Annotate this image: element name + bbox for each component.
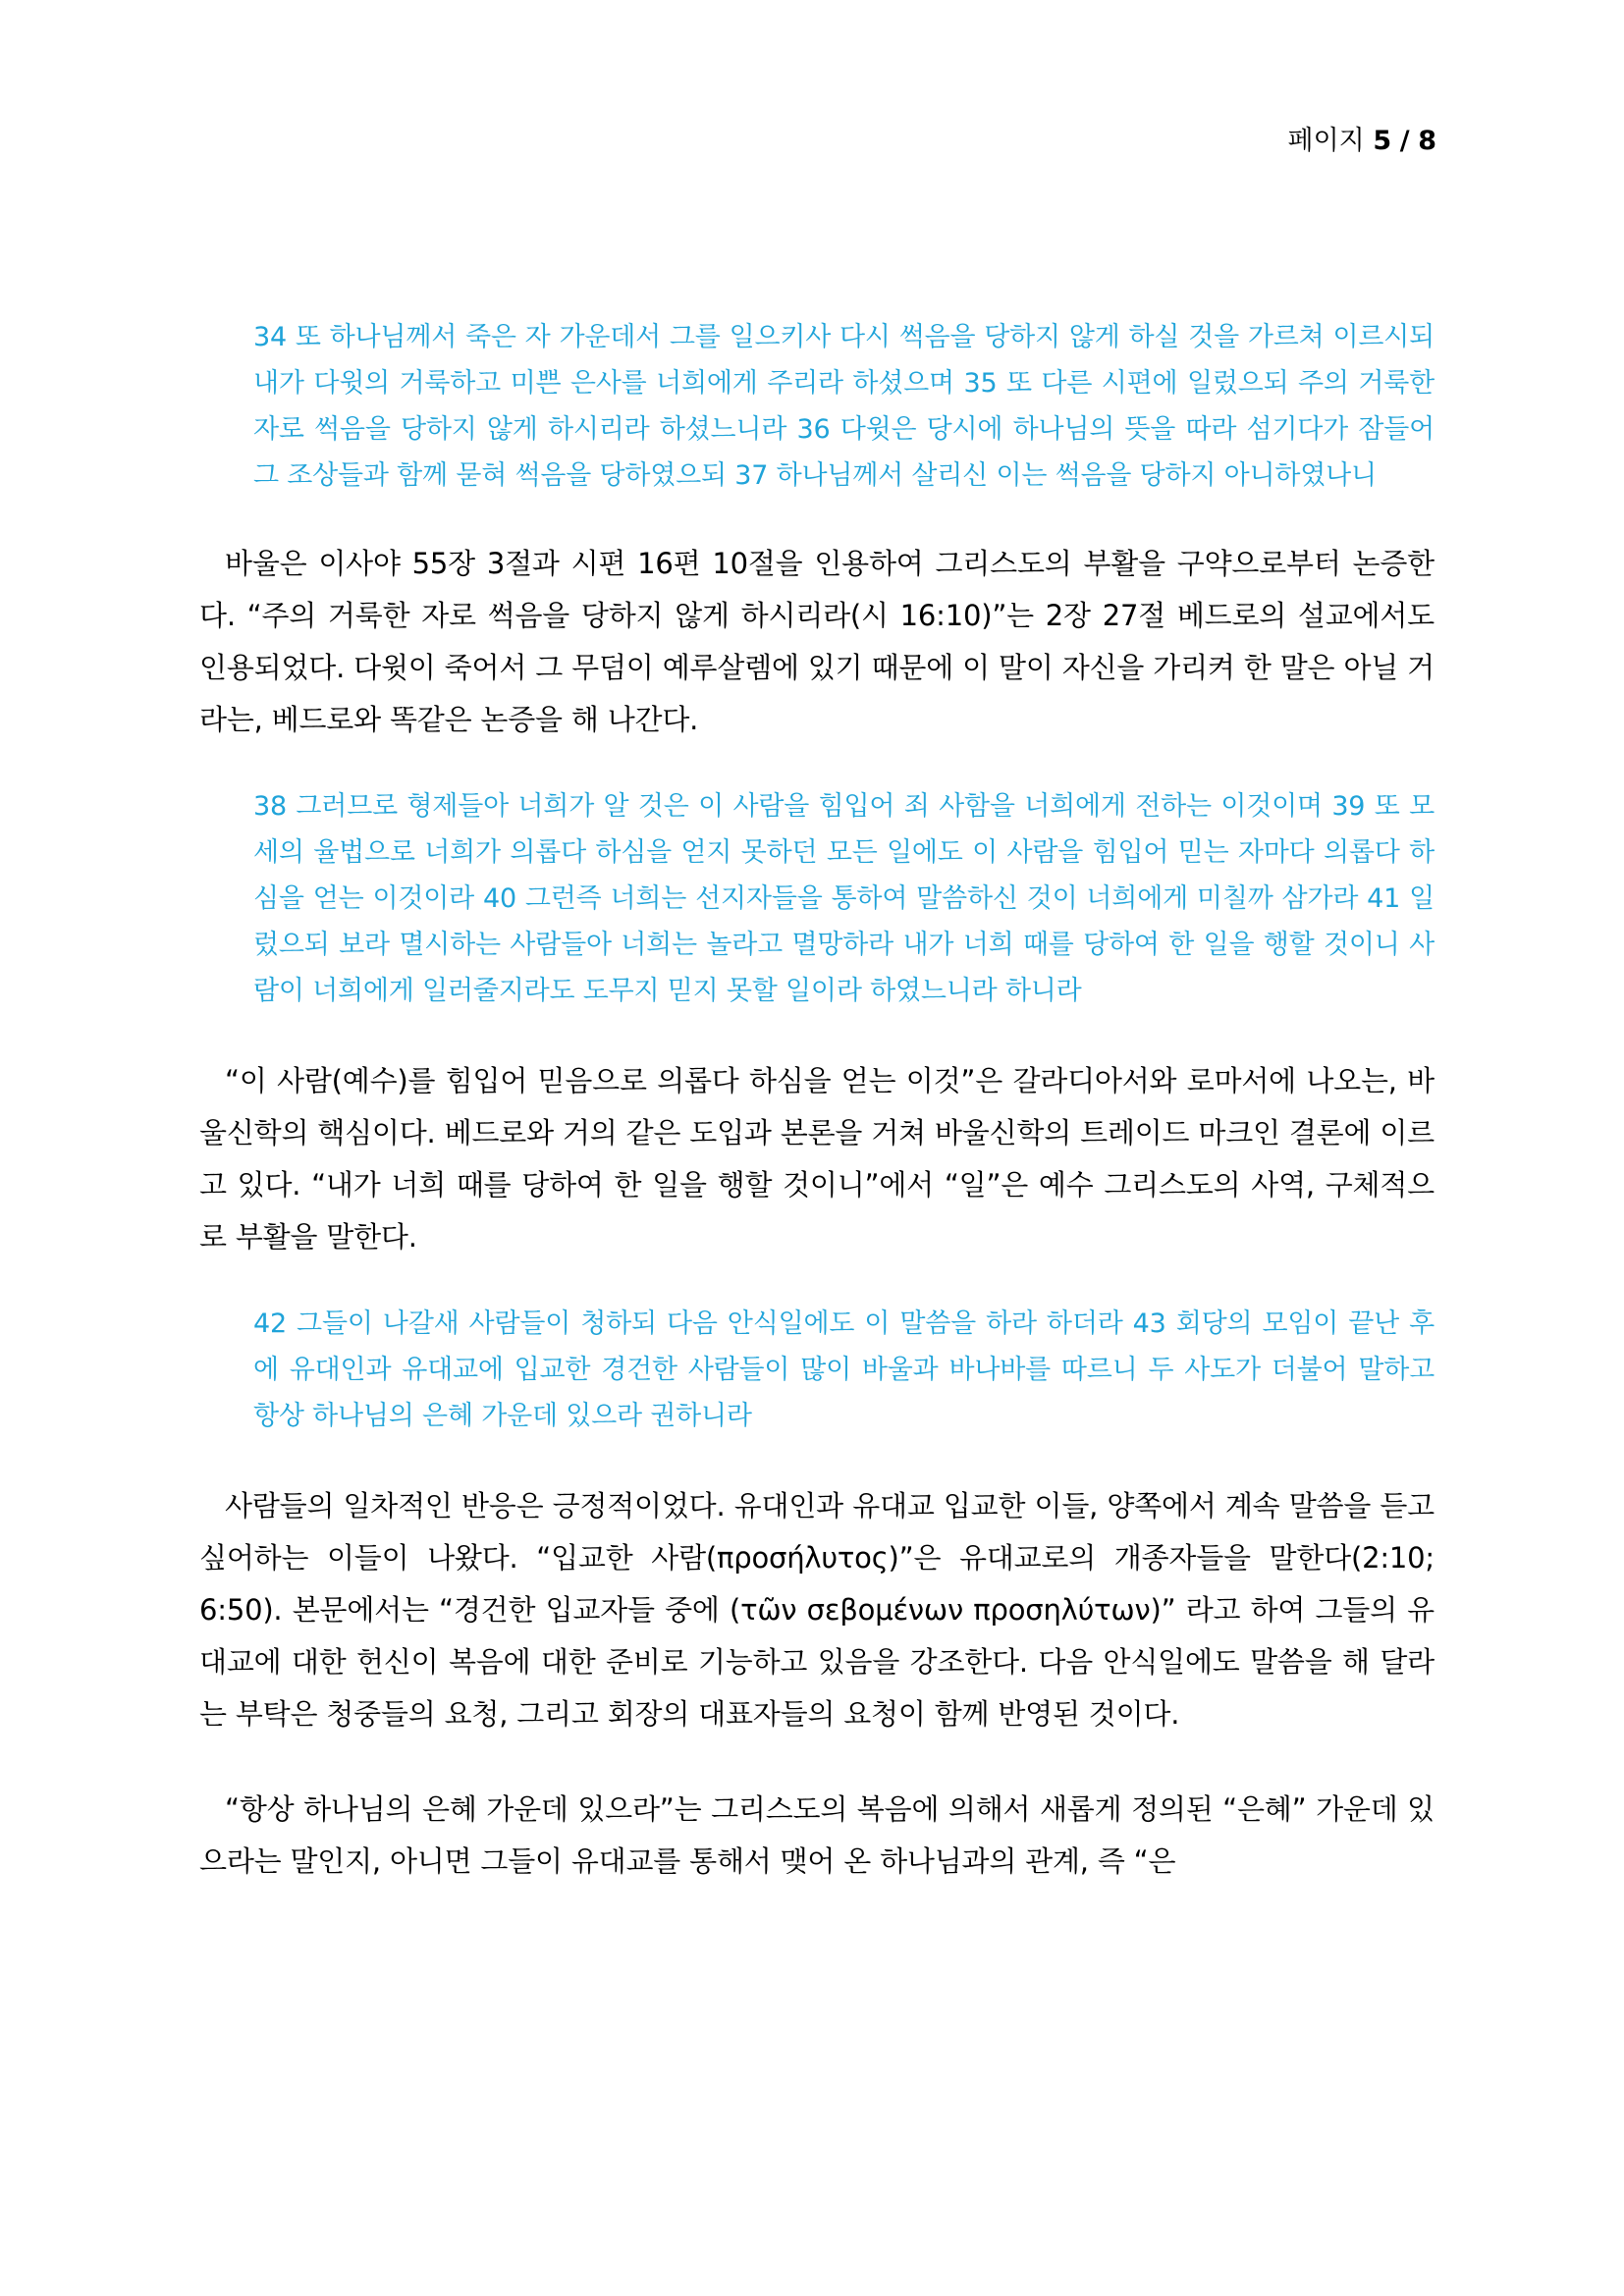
page-separator: / (1399, 126, 1410, 156)
page-label: 페이지 (1287, 126, 1365, 156)
scripture-quote: 34 또 하나님께서 죽은 자 가운데서 그를 일으키사 다시 썩음을 당하지 않게 하실 것을 가르쳐 이르시되 내가 다윗의 거룩하고 미쁜 은사를 너희에게 주리라 하셨으며 35 또 다른 시편에 일렀으되 주의 거룩한 자로 썩음을 당하지 않게 하시리라 하셨느니라 36 다윗은 당시에 하나님의 뜻을 따라 섬기다가 잠들어 그 조상들과 함께 묻혀 썩음을 당하였으되 37 하나님께서 살리신 이는 썩음을 당하지 아니하였나니 (253, 322, 1435, 491)
commentary-paragraph: 사람들의 일차적인 반응은 긍정적이었다. 유대인과 유대교 입교한 이들, 양쪽에서 계속 말씀을 듣고 싶어하는 이들이 나왔다. “입교한 사람(προσήλυτος)”은 유대교로의 개종자들을 말한다(2:10; 6:50). 본문에서는 “경건한 입교자들 중에 (τῶν σεβομένων προσηλύτων)” 라고 하여 그들의 유대교에 대한 헌신이 복음에 대한 준비로 기능하고 있음을 강조한다. 다음 안식일에도 말씀을 해 달라는 부탁은 청중들의 요청, 그리고 회장의 대표자들의 요청이 함께 반영된 것이다. (199, 1489, 1435, 1731)
total-pages: 8 (1418, 126, 1436, 156)
page-number (1288, 124, 1437, 159)
commentary-paragraph: “이 사람(예수)를 힘입어 믿음으로 의롭다 하심을 얻는 이것”은 갈라디아서와 로마서에 나오는, 바울신학의 핵심이다. 베드로와 거의 같은 도입과 본론을 거쳐 바울신학의 트레이드 마크인 결론에 이르고 있다. “내가 너희 때를 당하여 한 일을 행할 것이니”에서 “일”은 예수 그리스도의 사역, 구체적으로 부활을 말한다. (199, 1064, 1435, 1254)
scripture-quote: 42 그들이 나갈새 사람들이 청하되 다음 안식일에도 이 말씀을 하라 하더라 43 회당의 모임이 끝난 후에 유대인과 유대교에 입교한 경건한 사람들이 많이 바울과 바나바를 따르니 두 사도가 더불어 말하고 항상 하나님의 은혜 가운데 있으라 권하니라 (253, 1308, 1435, 1431)
commentary-paragraph: “항상 하나님의 은혜 가운데 있으라”는 그리스도의 복음에 의해서 새롭게 정의된 “은혜” 가운데 있으라는 말인지, 아니면 그들이 유대교를 통해서 맺어 온 하나님과의 관계, 즉 “은 (199, 1792, 1435, 1878)
scripture-quote: 38 그러므로 형제들아 너희가 알 것은 이 사람을 힘입어 죄 사함을 너희에게 전하는 이것이며 39 또 모세의 율법으로 너희가 의롭다 하심을 얻지 못하던 모든 일에도 이 사람을 힘입어 믿는 자마다 의롭다 하심을 얻는 이것이라 40 그런즉 너희는 선지자들을 통하여 말씀하신 것이 너희에게 미칠까 삼가라 41 일렀으되 보라 멸시하는 사람들아 너희는 놀라고 멸망하라 내가 너희 때를 당하여 한 일을 행할 것이니 사람이 너희에게 일러줄지라도 도무지 믿지 못할 일이라 하였느니라 하니라 (253, 791, 1435, 1006)
document-body (199, 314, 1435, 1888)
commentary-paragraph: 바울은 이사야 55장 3절과 시편 16편 10절을 인용하여 그리스도의 부활을 구약으로부터 논증한다. “주의 거룩한 자로 썩음을 당하지 않게 하시리라(시 16:10)”는 2장 27절 베드로의 설교에서도 인용되었다. 다윗이 죽어서 그 무덤이 예루살렘에 있기 때문에 이 말이 자신을 가리켜 한 말은 아닐 거라는, 베드로와 똑같은 논증을 해 나간다. (199, 547, 1435, 736)
current-page: 5 (1373, 126, 1392, 156)
